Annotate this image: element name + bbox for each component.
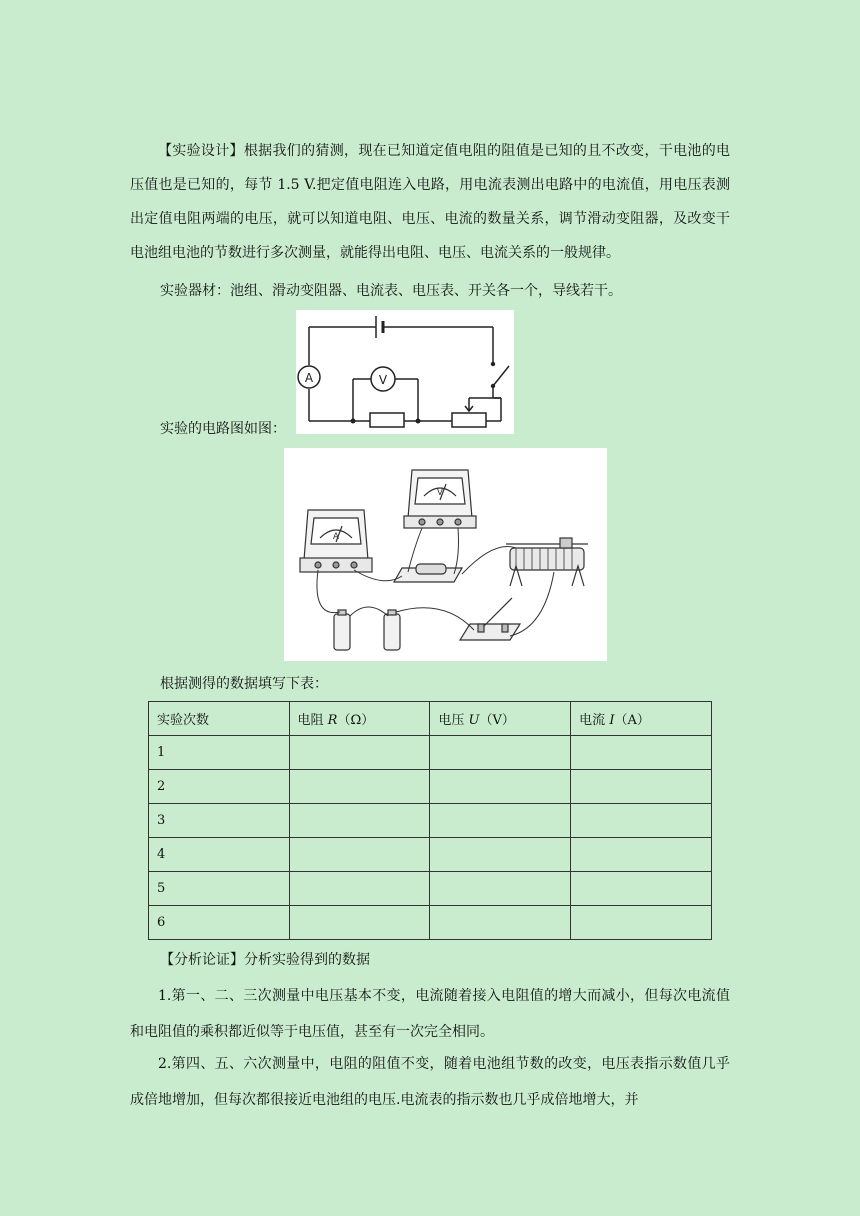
rheostat-symbol xyxy=(452,413,486,427)
table-row xyxy=(149,804,712,838)
circuit-diagram-svg xyxy=(296,310,514,434)
analysis-text: 分析实验得到的数据 xyxy=(244,952,370,968)
header-cell-trial: 实验次数 xyxy=(149,702,290,736)
table-cell xyxy=(571,770,712,804)
table-cell xyxy=(430,770,571,804)
apparatus-svg xyxy=(284,448,607,661)
table-cell xyxy=(289,906,430,940)
table-cell xyxy=(289,804,430,838)
data-table xyxy=(148,701,712,940)
voltmeter-device xyxy=(404,470,476,528)
trial-number: 1 xyxy=(149,736,290,770)
rheostat-device xyxy=(506,538,588,586)
table-cell xyxy=(289,872,430,906)
table-cell xyxy=(430,872,571,906)
analysis-point-1: 1.第一、二、三次测量中电压基本不变，电流随着接入电阻值的增大而减小，但每次电流值和电阻值的乘积都近似等于电压值，甚至有一次完全相同。 xyxy=(130,988,730,1040)
table-intro: 根据测得的数据填写下表： xyxy=(160,676,328,692)
table-cell xyxy=(571,736,712,770)
table-cell xyxy=(571,906,712,940)
trial-number: 3 xyxy=(149,804,290,838)
analysis-heading: 【分析论证】 xyxy=(160,952,244,968)
ammeter-label: A xyxy=(304,371,314,385)
header-cell-voltage: 电压 U（V） xyxy=(430,702,571,736)
voltmeter-face-label: V xyxy=(436,488,444,498)
table-cell xyxy=(430,804,571,838)
circuit-diagram xyxy=(296,310,514,434)
design-paragraph xyxy=(130,134,730,270)
trial-number: 5 xyxy=(149,872,290,906)
table-cell xyxy=(571,872,712,906)
header-cell-resistance: 电阻 R（Ω） xyxy=(289,702,430,736)
design-heading: 【实验设计】 xyxy=(158,143,244,159)
analysis-point-2: 2.第四、五、六次测量中，电阻的阻值不变，随着电池组节数的改变，电压表指示数值几乎成倍地增加，但每次都很接近电池组的电压.电流表的指示数也几乎成倍地增大，并 xyxy=(130,1056,730,1108)
table-row xyxy=(149,872,712,906)
trial-number: 4 xyxy=(149,838,290,872)
table-row xyxy=(149,838,712,872)
table-row xyxy=(149,906,712,940)
voltmeter-label: V xyxy=(378,373,388,387)
design-text: 根据我们的猜测，现在已知道定值电阻的阻值是已知的且不改变，干电池的电压值也是已知的，每节 1.5 V.把定值电阻连入电路，用电流表测出电路中的电流值，用电压表测出定值电阻两端的电压，就可以知道电阻、电压、电流的数量关系，调节滑动变阻器，及改变干电池组电池的节数进行多次测量，就能得出电阻、电压、电流关系的一般规律。 xyxy=(130,143,731,261)
table-row xyxy=(149,770,712,804)
table-cell xyxy=(289,838,430,872)
trial-number: 2 xyxy=(149,770,290,804)
analysis-heading-line xyxy=(160,950,370,970)
materials-line: 实验器材：池组、滑动变阻器、电流表、电压表、开关各一个，导线若干。 xyxy=(160,283,622,299)
fixed-resistor-device xyxy=(394,564,462,582)
table-cell xyxy=(289,770,430,804)
circuit-caption: 实验的电路图如图： xyxy=(160,421,286,437)
battery-cells xyxy=(334,610,400,650)
table-row xyxy=(149,736,712,770)
table-cell xyxy=(430,906,571,940)
header-cell-current: 电流 I（A） xyxy=(571,702,712,736)
fixed-resistor-symbol xyxy=(370,413,404,427)
table-cell xyxy=(289,736,430,770)
knife-switch-device xyxy=(460,598,520,640)
ammeter-face-label: A xyxy=(332,532,340,542)
table-cell xyxy=(571,804,712,838)
table-cell xyxy=(571,838,712,872)
switch-blade xyxy=(493,366,509,386)
table-cell xyxy=(430,838,571,872)
trial-number: 6 xyxy=(149,906,290,940)
table-cell xyxy=(430,736,571,770)
apparatus-illustration xyxy=(284,448,607,661)
table-header-row xyxy=(149,702,712,736)
